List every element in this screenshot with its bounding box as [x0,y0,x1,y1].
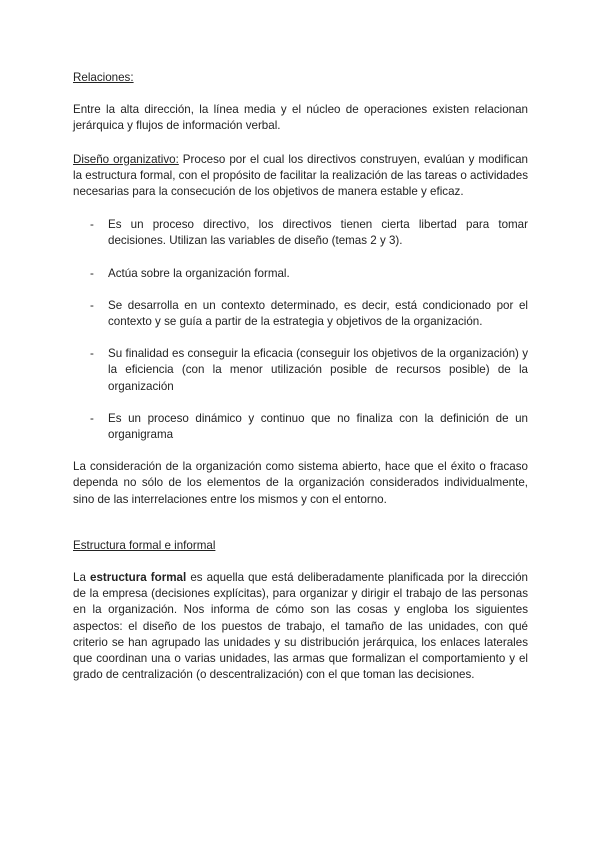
estructura-paragraph [73,570,528,683]
bullet-text: Es un proceso directivo, los directivos tienen cierta libertad para tomar decisiones. Utilizan las variables de diseño (temas 2 y 3). [108,218,528,248]
bullet-dash: - [90,266,94,280]
diseno-definition: Proceso por el cual los directivos construyen, evalúan y modifican la estructura formal, con el propósito de facilitar la realización de las tareas o actividades necesarias para la consecución de los objetivos de manera estable y eficaz. [73,152,528,199]
estructura-heading: Estructura formal e informal [73,538,216,552]
bullet-text: Es un proceso dinámico y continuo que no finaliza con la definición de un organigrama [108,411,528,442]
bullet-text: Su finalidad es conseguir la eficacia (conseguir los objetivos de la organización) y la eficiencia (con la menor utilización posible de recursos posible) de la organización [108,347,528,393]
bullet-dash: - [90,411,94,425]
list-item [73,298,528,330]
document-page [73,70,528,683]
relaciones-paragraph: Entre la alta dirección, la línea media y el núcleo de operaciones existen relacionan jerárquica y flujos de información verbal. [73,103,528,133]
diseno-term: Diseño organizativo: [73,152,179,166]
estructura-intro: La [73,571,90,585]
list-item [73,217,528,249]
bullet-dash: - [90,347,94,361]
bullet-dash: - [90,298,94,312]
list-item [73,346,528,395]
diseno-paragraph [73,152,528,201]
estructura-bold-term: estructura formal [90,571,187,585]
bullet-dash: - [90,218,94,232]
bullet-text: Actúa sobre la organización formal. [108,266,290,280]
list-item [73,411,528,443]
relaciones-heading: Relaciones: [73,71,134,84]
diseno-bullet-list [73,217,528,443]
diseno-closing-paragraph: La consideración de la organización como sistema abierto, hace que el éxito o fracaso dependa no sólo de los elementos de la organización considerados individualmente, sino de las interrelaciones entre los mismos y con el entorno. [73,460,528,506]
bullet-text: Se desarrolla en un contexto determinado, es decir, está condicionado por el contexto y se guía a partir de la estrategia y objetivos de la organización. [108,298,528,329]
estructura-body: es aquella que está deliberadamente planificada por la dirección de la empresa (decisiones explícitas), para organizar y dirigir el trabajo de las personas en la organización. Nos informa de cómo son las cosas y engloba los siguientes aspectos: el diseño de los puestos de trabajo, el tamaño de las unidades, con qué criterio se han agrupado las unidades y su distribución jerárquica, los enlaces laterales que coordinan una o varias unidades, las armas que formalizan el comportamiento y el grado de centralización (o descentralización) con el que toman las decisiones. [73,571,528,682]
list-item [73,266,528,282]
